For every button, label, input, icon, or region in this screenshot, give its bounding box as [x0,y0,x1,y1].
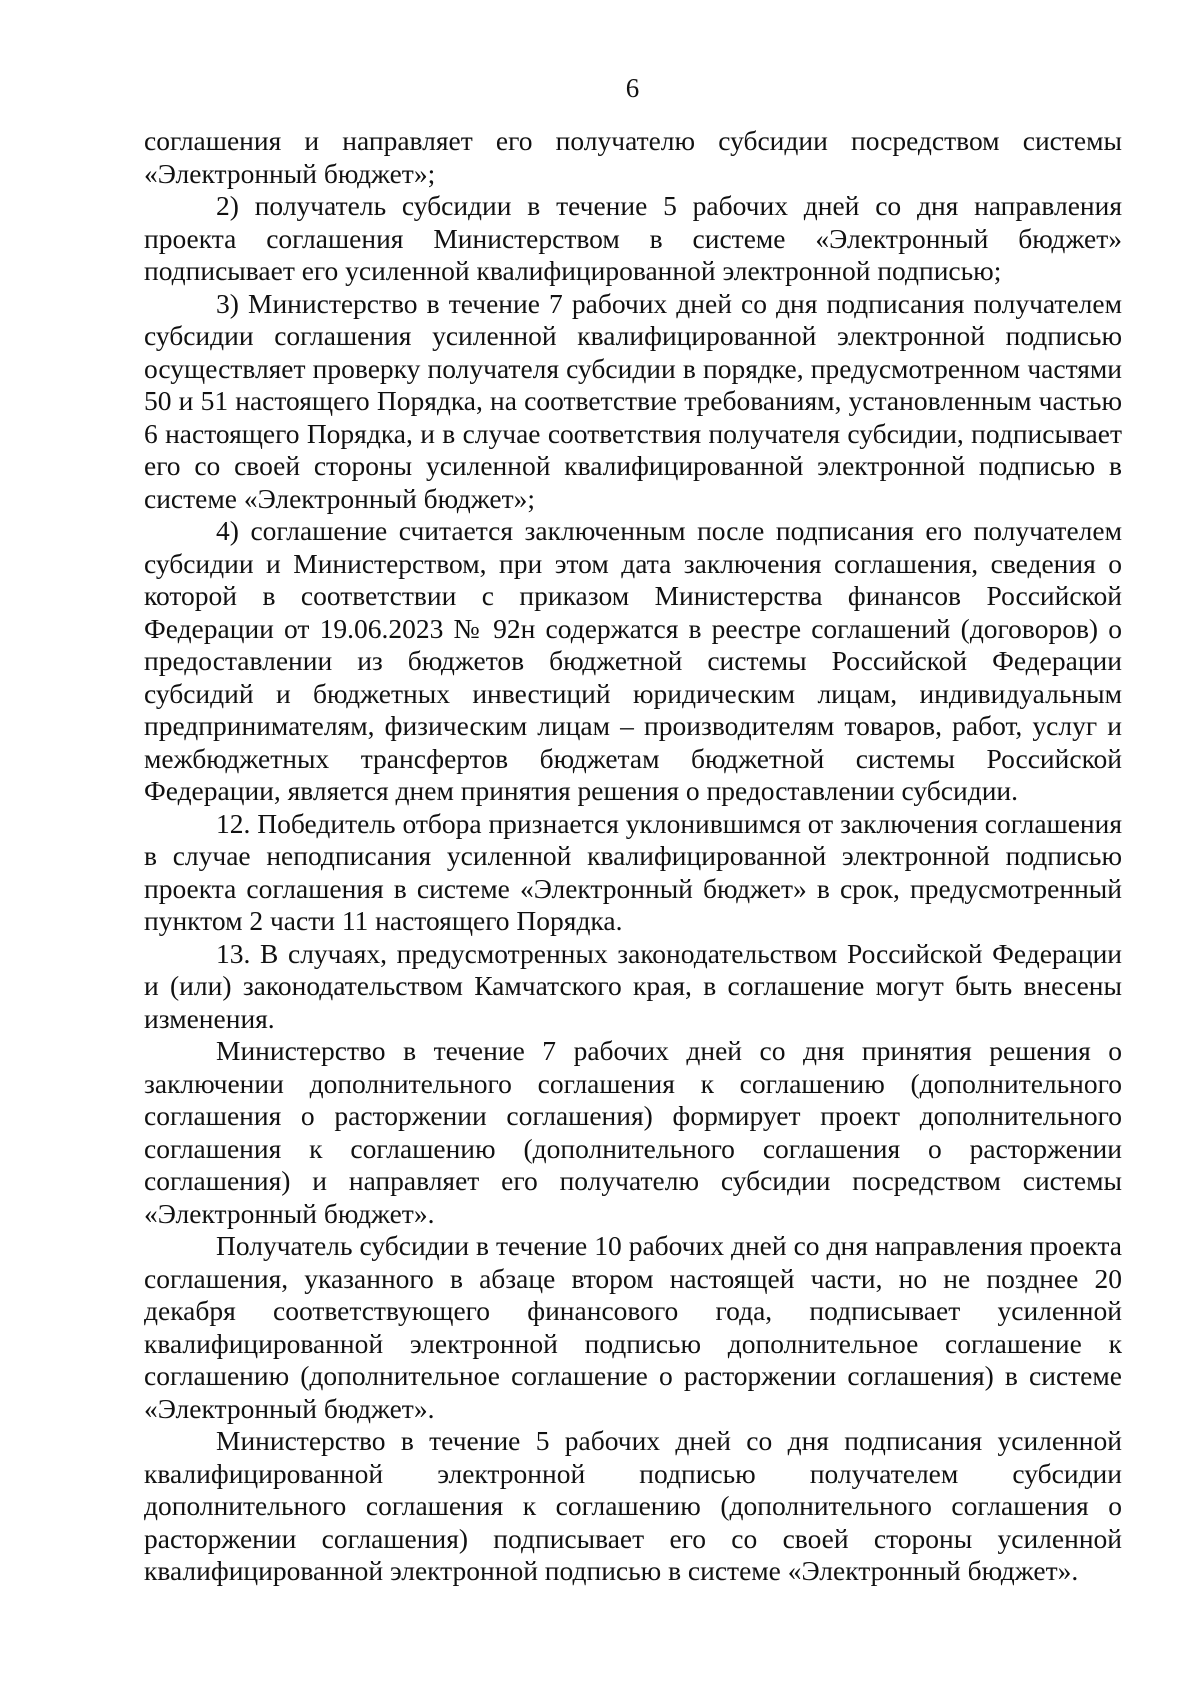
paragraph-ministry-5-days: Министерство в течение 5 рабочих дней со дня подписания усиленной квалифицированной электронной подписью получателем субсидии дополнительного соглашения к соглашению (дополнительного соглашения о расторжении соглашения) подписывает его со своей стороны усиленной квалифицированной электронной подписью в системе «Электронный бюджет». [144,1425,1122,1586]
paragraph-item-3: 3) Министерство в течение 7 рабочих дней со дня подписания получателем субсидии соглашения усиленной квалифицированной электронной подписью осуществляет проверку получателя субсидии в порядке, предусмотренном частями 50 и 51 настоящего Порядка, на соответствие требованиям, установленным частью 6 настоящего Порядка, и в случае соответствия получателя субсидии, подписывает его со своей стороны усиленной квалифицированной электронной подписью в системе «Электронный бюджет»; [144,287,1122,514]
paragraph-part-12: 12. Победитель отбора признается уклонившимся от заключения соглашения в случае неподписания усиленной квалифицированной электронной подписью проекта соглашения в системе «Электронный бюджет» в срок, предусмотренный пунктом 2 части 11 настоящего Порядка. [144,807,1122,936]
paragraph-part-13: 13. В случаях, предусмотренных законодательством Российской Федерации и (или) законодательством Камчатского края, в соглашение могут быть внесены изменения. [144,937,1122,1034]
page-number: 6 [625,73,640,103]
paragraph-continuation: соглашения и направляет его получателю субсидии посредством системы «Электронный бюджет»; [144,125,1122,189]
paragraph-item-2: 2) получатель субсидии в течение 5 рабочих дней со дня направления проекта соглашения Министерством в системе «Электронный бюджет» подписывает его усиленной квалифицированной электронной подписью; [144,190,1122,286]
paragraph-recipient-10-days: Получатель субсидии в течение 10 рабочих дней со дня направления проекта соглашения, указанного в абзаце втором настоящей части, но не позднее 20 декабря соответствующего финансового года, подписывает усиленной квалифицированной электронной подписью дополнительное соглашение к соглашению (дополнительное соглашение о расторжении соглашения) в системе «Электронный бюджет». [144,1230,1122,1424]
document-body [144,125,1122,1588]
paragraph-ministry-7-days: Министерство в течение 7 рабочих дней со дня принятия решения о заключении дополнительного соглашения к соглашению (дополнительного соглашения о расторжении соглашения) формирует проект дополнительного соглашения к соглашению (дополнительного соглашения о расторжении соглашения) и направляет его получателю субсидии посредством системы «Электронный бюджет». [144,1035,1122,1229]
paragraph-item-4: 4) соглашение считается заключенным после подписания его получателем субсидии и Министерством, при этом дата заключения соглашения, сведения о которой в соответствии с приказом Министерства финансов Российской Федерации от 19.06.2023 № 92н содержатся в реестре соглашений (договоров) о предоставлении из бюджетов бюджетной системы Российской Федерации субсидий и бюджетных инвестиций юридическим лицам, индивидуальным предпринимателям, физическим лицам – производителям товаров, работ, услуг и межбюджетных трансфертов бюджетам бюджетной системы Российской Федерации, является днем принятия решения о предоставлении субсидии. [144,515,1122,806]
